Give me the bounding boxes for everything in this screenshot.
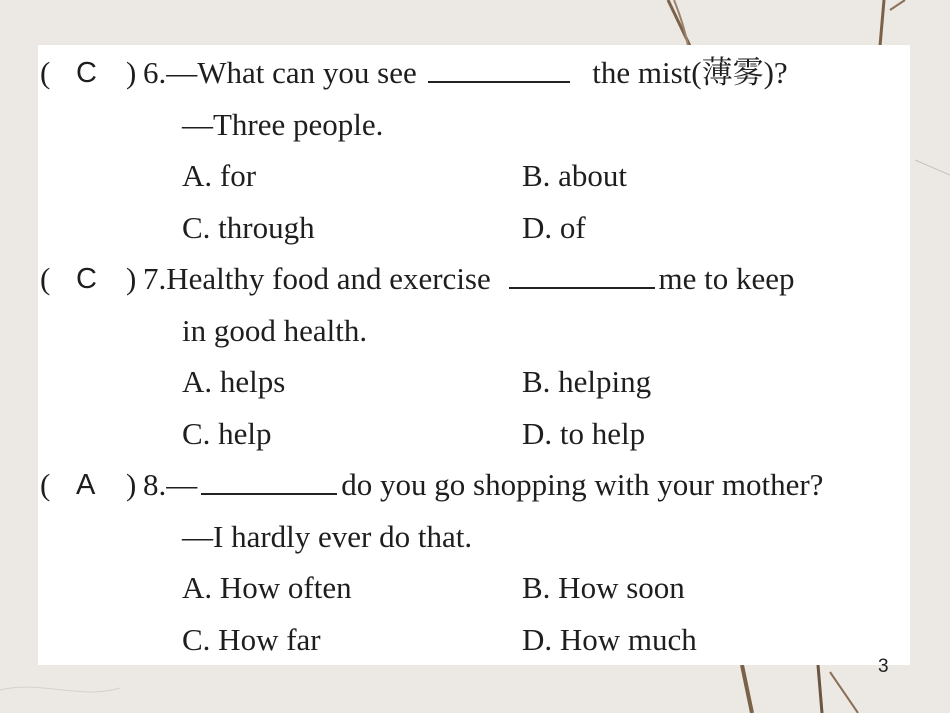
option-b: B. about [522,158,628,193]
option-b: B. helping [522,364,652,399]
answer-blank [509,261,655,289]
page-number: 3 [878,656,889,677]
question-stem [143,465,823,505]
option-c: C. help [182,416,272,451]
content-panel [38,45,910,665]
answer-letter: A [76,469,96,501]
answer-letter: C [76,263,97,295]
question-number: 7. [143,261,167,296]
paren-open: ( [40,261,51,296]
option-b: B. How soon [522,570,685,605]
question-number: 8. [143,467,167,502]
option-d: D. How much [522,622,697,657]
question-text-pre: — [166,467,198,502]
option-a: A. for [182,158,257,193]
question-stem [143,53,788,93]
paren-close: ) [126,261,137,296]
paren-open: ( [40,55,51,90]
paren-open: ( [40,467,51,502]
question-6-line2: —Three people. [182,107,384,142]
question-text-post: do you go shopping with your mother? [341,467,824,502]
option-c: C. through [182,210,315,245]
option-c: C. How far [182,622,321,657]
option-d: D. of [522,210,586,245]
answer-letter: C [76,57,97,89]
question-7-line2: in good health. [182,313,368,348]
option-d: D. to help [522,416,646,451]
answer-blank [428,55,570,83]
question-number: 6. [143,55,167,90]
question-stem [143,259,795,299]
answer-blank [201,467,337,495]
paren-close: ) [126,55,137,90]
question-text-post: me to keep [658,261,795,296]
question-text-pre: Healthy food and exercise [166,261,499,296]
option-a: A. How often [182,570,352,605]
question-text-pre: —What can you see [166,55,425,90]
question-8-line2: —I hardly ever do that. [182,519,473,554]
paren-close: ) [126,467,137,502]
question-text-post: the mist(薄雾)? [584,55,788,90]
option-a: A. helps [182,364,286,399]
